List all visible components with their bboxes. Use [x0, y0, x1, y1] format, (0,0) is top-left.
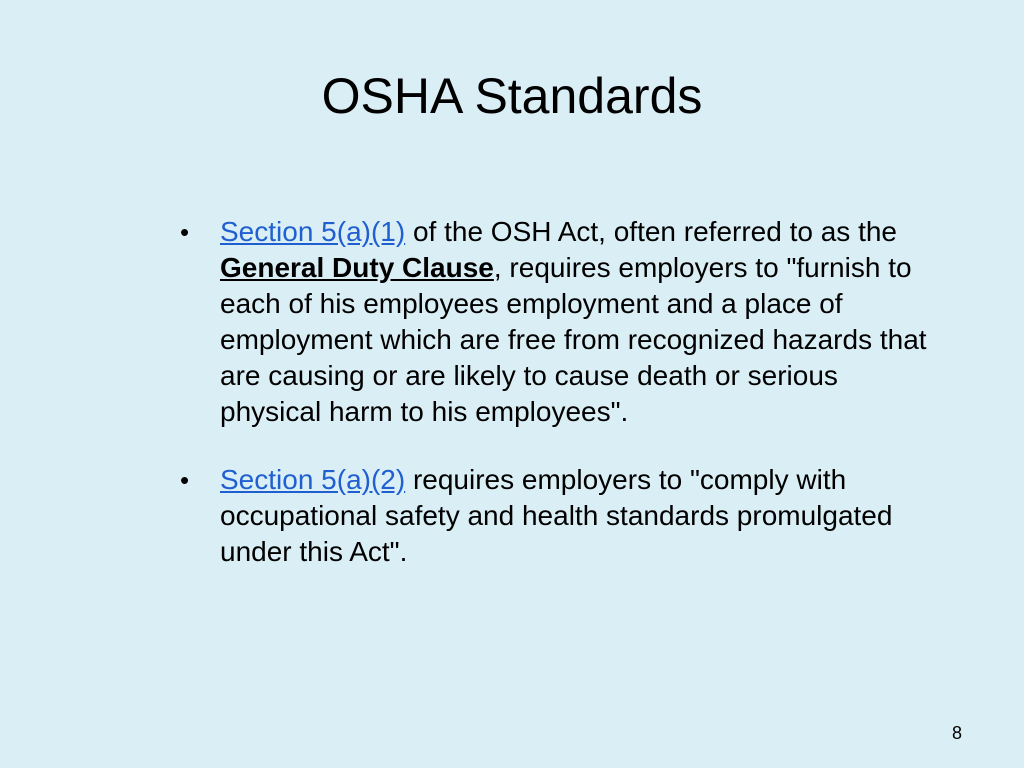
bullet-dot-icon: •: [180, 465, 190, 495]
bullet-text: of the OSH Act, often referred to as the: [405, 216, 898, 247]
bullet-dot-icon: •: [180, 217, 190, 247]
general-duty-clause-emphasis: General Duty Clause: [220, 252, 494, 283]
slide-number: 8: [951, 723, 962, 743]
bullet-text: requires employers to "comply with occupational safety and health standards promulgated under this Act".: [220, 464, 893, 567]
bullet-list: [180, 214, 930, 602]
bullet-item-section-5a1: [180, 214, 930, 430]
section-5a1-link[interactable]: Section 5(a)(1): [220, 216, 406, 247]
bullet-text: , requires employers to "furnish to each of his employees employment and a place of employment which are free from recognized hazards that are causing or are likely to cause death or serious physical harm to his employees".: [220, 252, 927, 427]
slide-title: OSHA Standards: [321, 68, 703, 124]
section-5a2-link[interactable]: Section 5(a)(2): [220, 464, 406, 495]
bullet-item-section-5a2: [180, 462, 930, 570]
